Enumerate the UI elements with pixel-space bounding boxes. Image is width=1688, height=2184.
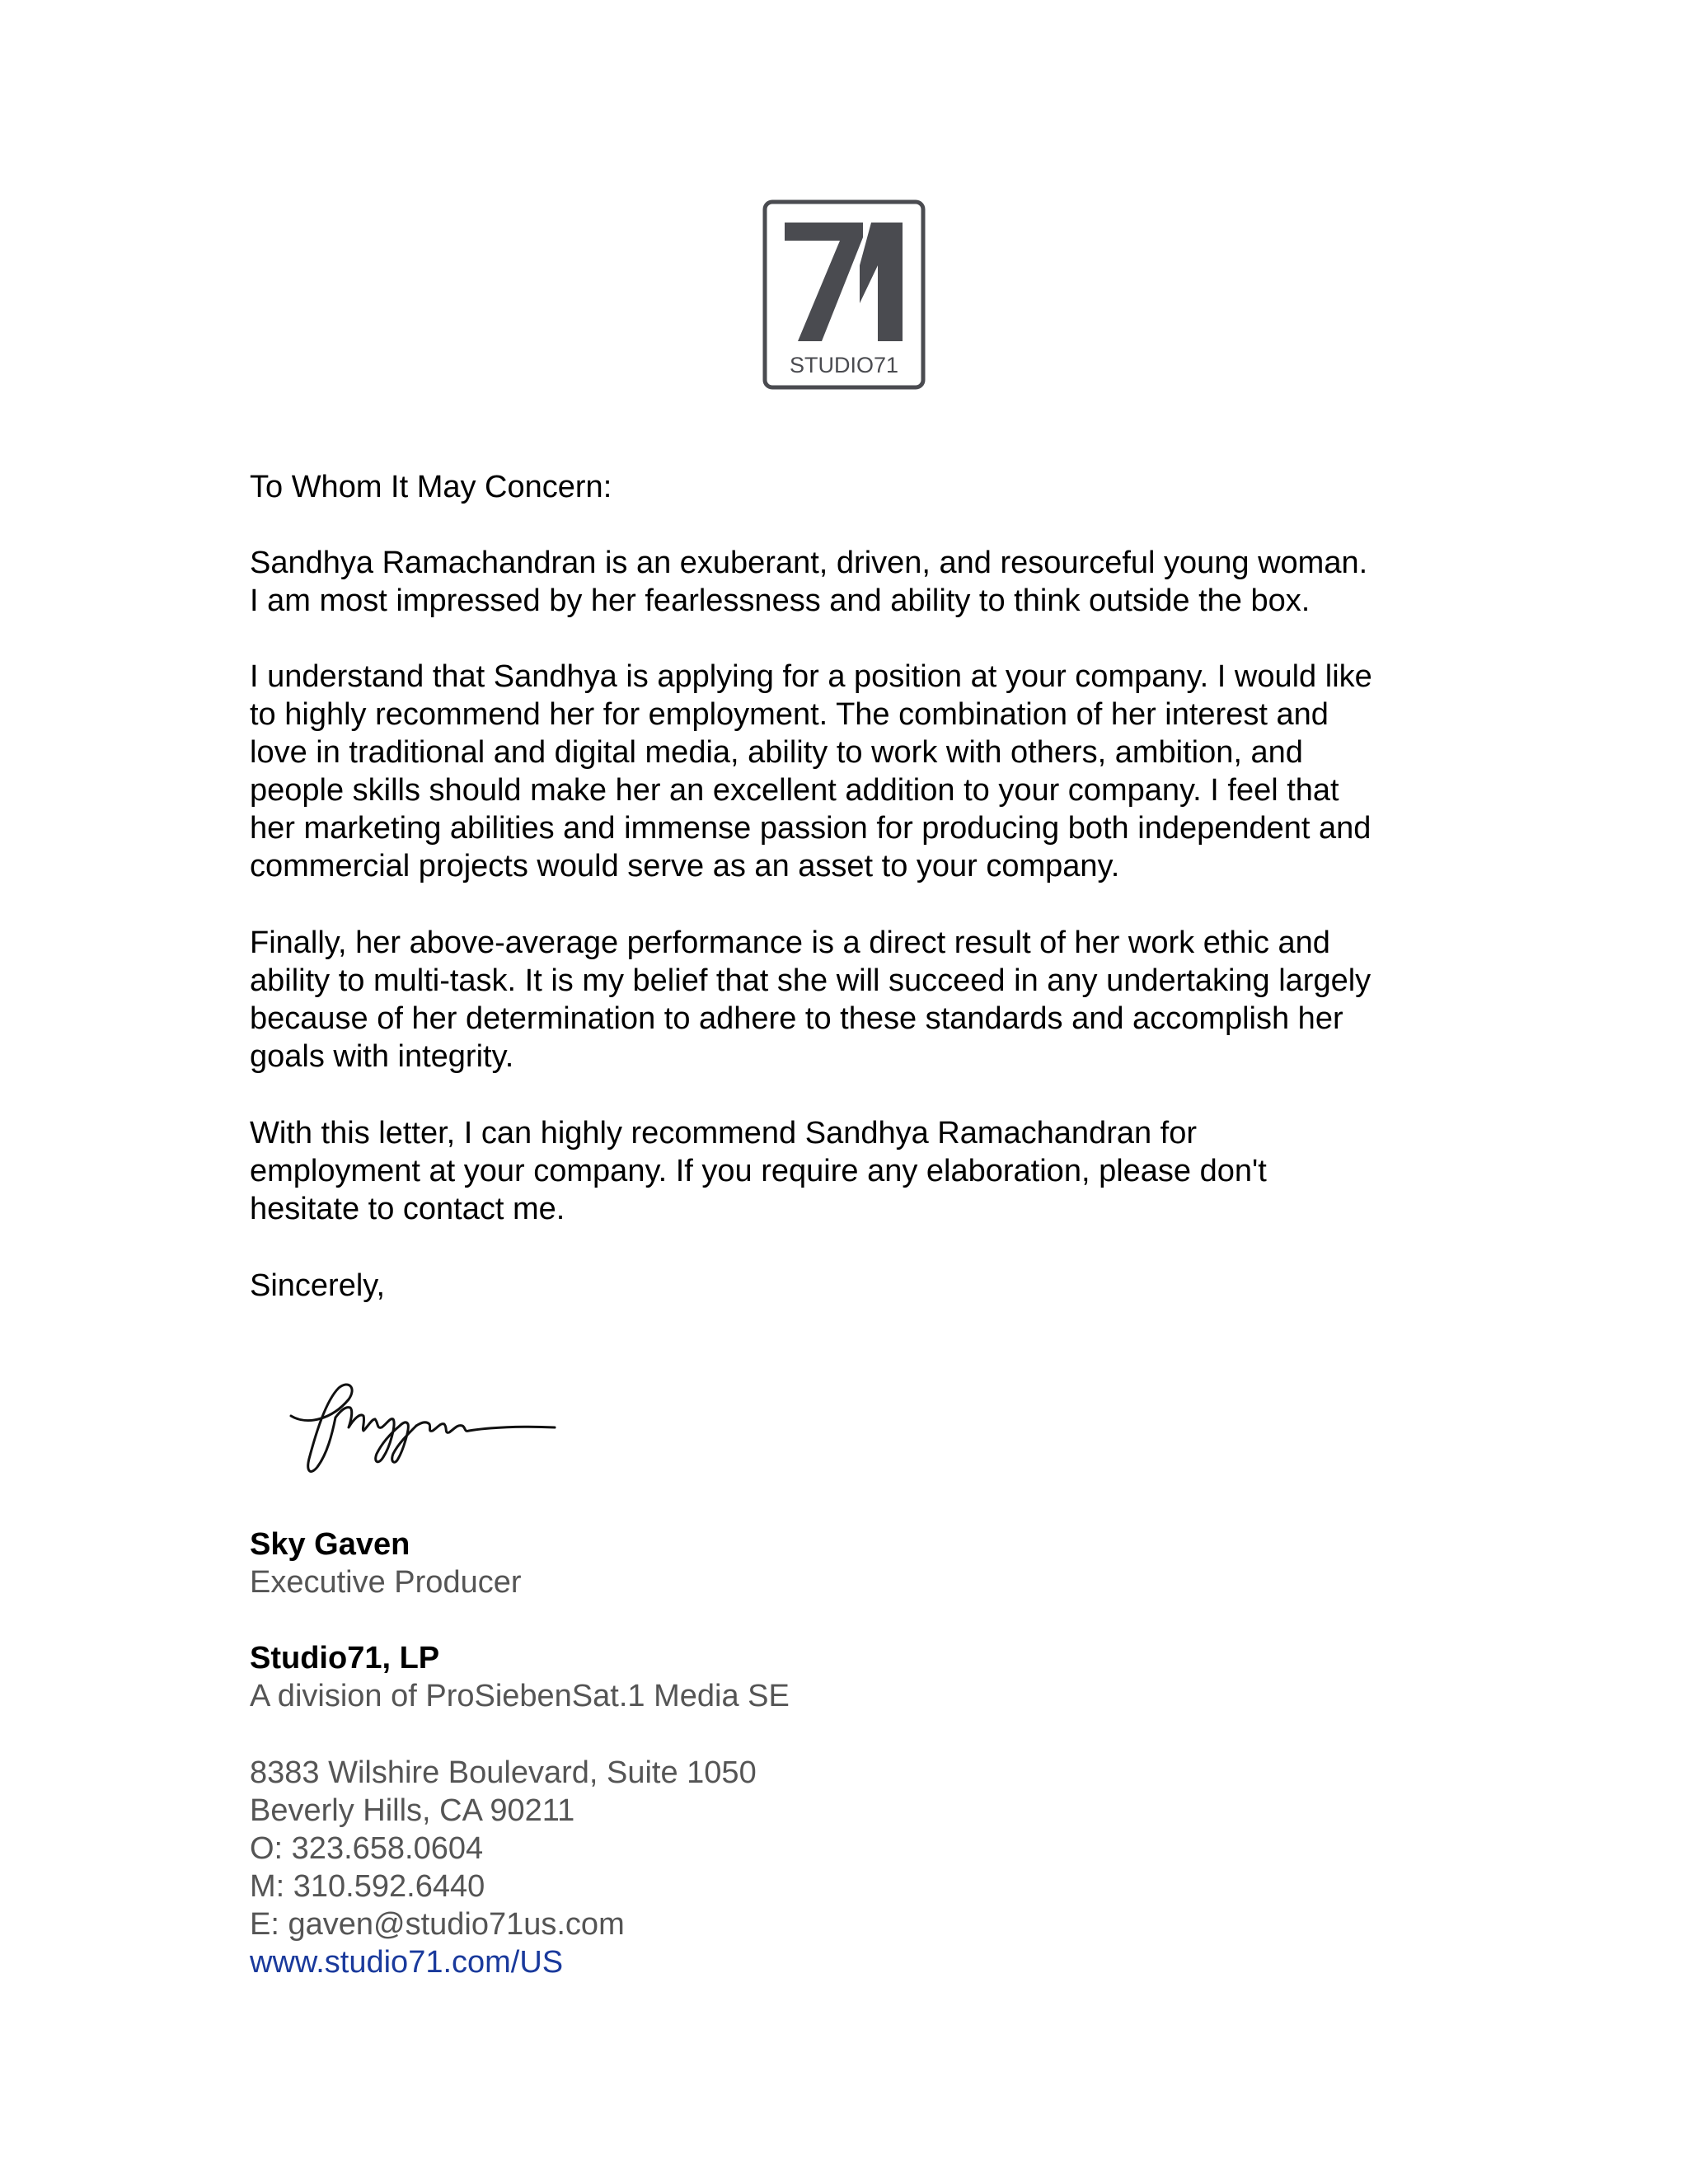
paragraph-line: hesitate to contact me. — [250, 1192, 565, 1226]
handwritten-signature — [274, 1368, 571, 1483]
paragraph-line: Finally, her above-average performance is a direct result of her work ethic and — [250, 926, 1330, 960]
paragraph-line: ability to multi-task. It is my belief that she will succeed in any undertaking largely — [250, 963, 1372, 998]
office-phone: O: 323.658.0604 — [250, 1831, 484, 1866]
salutation — [250, 468, 612, 506]
company-block — [250, 1639, 790, 1715]
paragraph-line: commercial projects would serve as an asset to your company. — [250, 849, 1120, 883]
paragraph-line: love in traditional and digital media, ability to work with others, ambition, and — [250, 735, 1303, 770]
email-address: E: gaven@studio71us.com — [250, 1907, 625, 1942]
paragraph-line: to highly recommend her for employment. The combination of her interest and — [250, 697, 1329, 732]
studio71-logo — [762, 199, 926, 390]
closing-text: Sincerely, — [250, 1268, 386, 1303]
paragraph-3 — [250, 924, 1371, 1076]
company-name: Studio71, LP — [250, 1641, 440, 1675]
salutation-text: To Whom It May Concern: — [250, 470, 612, 504]
mobile-phone: M: 310.592.6440 — [250, 1869, 485, 1904]
paragraph-line: With this letter, I can highly recommend Sandhya Ramachandran for — [250, 1116, 1198, 1151]
sender-title: Executive Producer — [250, 1565, 522, 1600]
closing — [250, 1267, 385, 1305]
paragraph-line: Sandhya Ramachandran is an exuberant, driven, and resourceful young woman. — [250, 546, 1368, 580]
paragraph-line: employment at your company. If you require any elaboration, please don't — [250, 1154, 1267, 1188]
address-line-2: Beverly Hills, CA 90211 — [250, 1793, 575, 1828]
website-link[interactable]: www.studio71.com/US — [250, 1945, 564, 1980]
paragraph-1 — [250, 544, 1367, 620]
sender-block — [250, 1526, 522, 1601]
company-division: A division of ProSiebenSat.1 Media SE — [250, 1679, 790, 1713]
paragraph-line: because of her determination to adhere to these standards and accomplish her — [250, 1001, 1343, 1036]
sender-name: Sky Gaven — [250, 1527, 410, 1562]
paragraph-line: goals with integrity. — [250, 1039, 514, 1074]
logo-wordmark: STUDIO71 — [789, 353, 899, 377]
contact-block — [250, 1754, 757, 1981]
paragraph-2 — [250, 658, 1372, 885]
address-line-1: 8383 Wilshire Boulevard, Suite 1050 — [250, 1755, 757, 1790]
paragraph-line: I understand that Sandhya is applying for a position at your company. I would like — [250, 659, 1372, 694]
paragraph-line: her marketing abilities and immense passion for producing both independent and — [250, 811, 1372, 846]
paragraph-line: I am most impressed by her fearlessness and ability to think outside the box. — [250, 583, 1311, 618]
paragraph-line: people skills should make her an excellent addition to your company. I feel that — [250, 773, 1339, 808]
paragraph-4 — [250, 1114, 1267, 1228]
